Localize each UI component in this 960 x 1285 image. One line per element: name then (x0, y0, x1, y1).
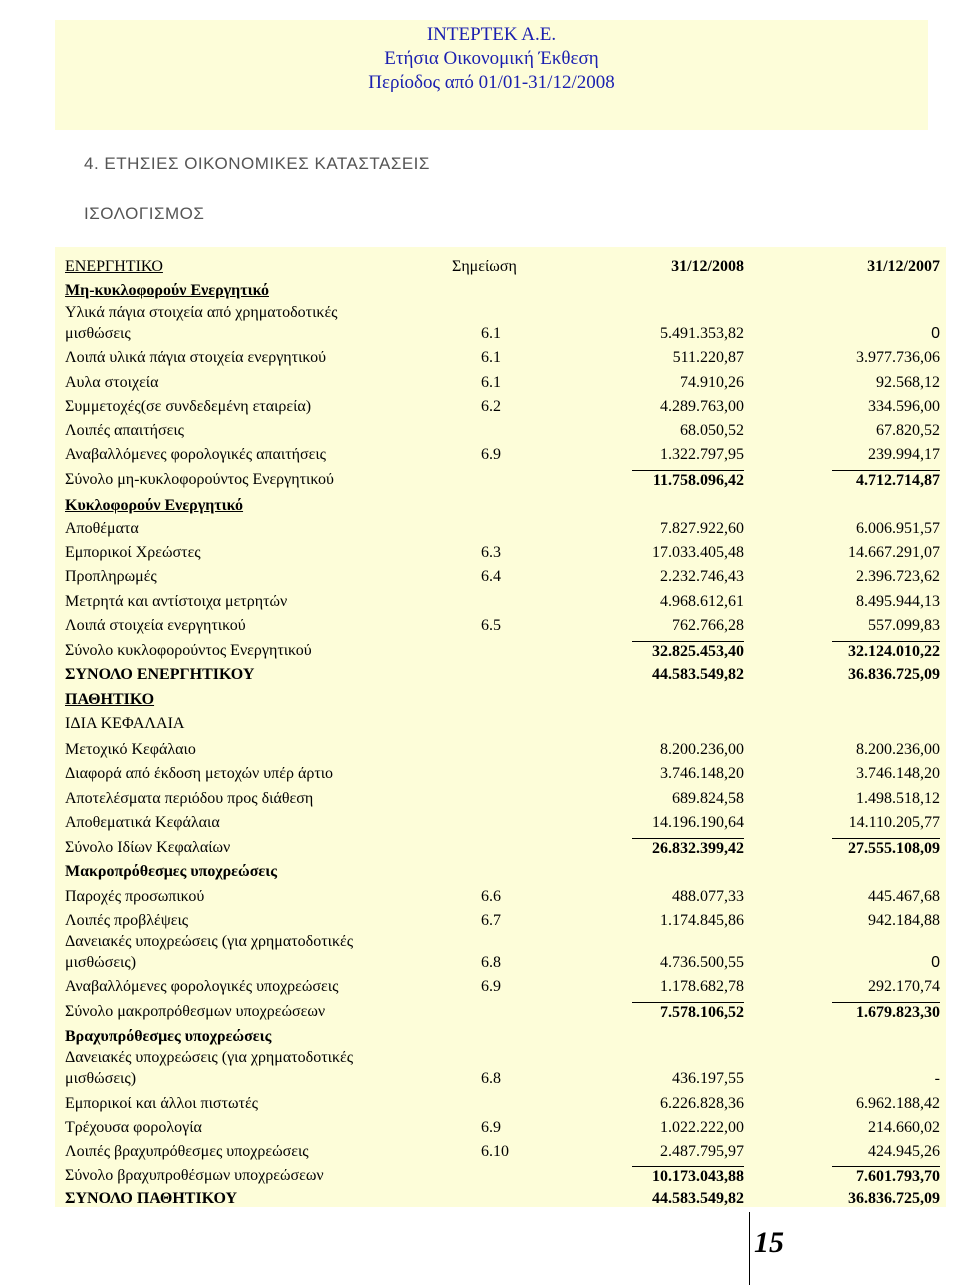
table-row (0, 1002, 960, 1026)
report-period: Περίοδος από 01/01-31/12/2008 (368, 72, 615, 93)
table-row (0, 567, 960, 591)
row-label: Βραχυπρόθεσμες υποχρεώσεις (65, 1028, 272, 1045)
value-2008: 511.220,87 (672, 349, 744, 366)
value-2008: 689.824,58 (672, 790, 744, 807)
row-note: 6.1 (481, 349, 501, 366)
row-label: Κυκλοφορούν Ενεργητικό (65, 497, 244, 514)
table-row (0, 543, 960, 567)
value-2007: 6.006.951,57 (856, 520, 940, 537)
row-label: Λοιπές απαιτήσεις (65, 422, 184, 439)
row-label: μισθώσεις) (65, 954, 137, 971)
row-note: 6.9 (481, 446, 501, 463)
value-2008: 6.226.828,36 (660, 1095, 744, 1112)
value-2007: 14.667.291,07 (848, 544, 940, 561)
value-2007: 239.994,17 (868, 446, 940, 463)
row-note: 6.2 (481, 398, 501, 415)
row-label: Μετοχικό Κεφάλαιο (65, 741, 196, 758)
value-2008: 762.766,28 (672, 617, 744, 634)
row-label: Αυλα στοιχεία (65, 374, 159, 391)
table-row (0, 887, 960, 911)
table-row (0, 641, 960, 665)
value-2007: 32.124.010,22 (832, 641, 940, 662)
row-note: 6.6 (481, 888, 501, 905)
value-2008: 2.487.795,97 (660, 1143, 744, 1160)
table-row (0, 348, 960, 372)
row-label: ΙΔΙΑ ΚΕΦΑΛΑΙΑ (65, 715, 185, 732)
value-2007: 92.568,12 (876, 374, 940, 391)
row-label: Μακροπρόθεσμες υποχρεώσεις (65, 863, 277, 880)
row-label: Εμπορικοί Χρεώστες (65, 544, 201, 561)
column-header-2008: 31/12/2008 (671, 258, 744, 275)
value-2007: 942.184,88 (868, 912, 940, 929)
value-2008: 436.197,55 (672, 1070, 744, 1087)
table-row (0, 1189, 960, 1213)
row-note: 6.8 (481, 1070, 501, 1087)
row-label: Αναβαλλόμενες φορολογικές απαιτήσεις (65, 446, 327, 463)
balance-sheet-title: ΙΣΟΛΟΓΙΣΜΟΣ (84, 204, 205, 223)
row-label: Λοιπά στοιχεία ενεργητικού (65, 617, 246, 634)
row-label: Εμπορικοί και άλλοι πιστωτές (65, 1095, 258, 1112)
table-row (0, 373, 960, 397)
value-2008: 7.578.106,52 (632, 1002, 744, 1023)
row-label: Παροχές προσωπικού (65, 888, 205, 905)
page-footer-area (55, 1208, 946, 1285)
value-2007: 36.836.725,09 (848, 1190, 940, 1207)
row-note: 6.7 (481, 912, 501, 929)
table-header-row (0, 257, 960, 281)
value-2007: 334.596,00 (868, 398, 940, 415)
table-row (0, 838, 960, 862)
row-label: Σύνολο κυκλοφορούντος Ενεργητικού (65, 642, 312, 659)
table-row (0, 496, 960, 520)
row-label: Διαφορά από έκδοση μετοχών υπέρ άρτιο (65, 765, 334, 782)
value-2007: 6.962.188,42 (856, 1095, 940, 1112)
value-2007: 67.820,52 (876, 422, 940, 439)
value-2008: 3.746.148,20 (660, 765, 744, 782)
table-row (0, 714, 960, 738)
value-2008: 1.322.797,95 (660, 446, 744, 463)
value-2007: 0 (931, 325, 940, 342)
table-row (0, 789, 960, 813)
row-label: Σύνολο μακροπρόθεσμων υποχρεώσεων (65, 1003, 326, 1020)
value-2007: 36.836.725,09 (848, 666, 940, 683)
row-label: ΣΥΝΟΛΟ ΠΑΘΗΤΙΚΟΥ (65, 1190, 238, 1207)
value-2008: 14.196.190,64 (652, 814, 744, 831)
table-row (0, 1069, 960, 1093)
value-2007: 2.396.723,62 (856, 568, 940, 585)
row-note: 6.1 (481, 374, 501, 391)
value-2008: 4.736.500,55 (660, 954, 744, 971)
table-row (0, 616, 960, 640)
table-row (0, 324, 960, 348)
row-label: Σύνολο Ιδίων Κεφαλαίων (65, 839, 231, 856)
chapter-title: 4. ΕΤΗΣΙΕΣ ΟΙΚΟΝΟΜΙΚΕΣ ΚΑΤΑΣΤΑΣΕΙΣ (84, 154, 430, 173)
row-note: 6.5 (481, 617, 501, 634)
value-2007: 1.679.823,30 (832, 1002, 940, 1023)
row-note: 6.8 (481, 954, 501, 971)
company-name: INTEPTEK A.E. (426, 24, 557, 45)
table-row (0, 592, 960, 616)
row-label: μισθώσεις) (65, 1070, 137, 1087)
row-label: Αποθεματικά Κεφάλαια (65, 814, 220, 831)
row-label: Δανειακές υποχρεώσεις (για χρηματοδοτικές (65, 933, 354, 950)
row-label: ΠΑΘΗΤΙΚΟ (65, 691, 155, 708)
value-2007: 3.977.736,06 (856, 349, 940, 366)
value-2007: 424.945,26 (868, 1143, 940, 1160)
value-2008: 74.910,26 (680, 374, 744, 391)
row-label: μισθώσεις (65, 325, 131, 342)
row-label: Αναβαλλόμενες φορολογικές υποχρεώσεις (65, 978, 339, 995)
row-label: Σύνολο μη-κυκλοφορούντος Ενεργητικού (65, 471, 334, 488)
value-2008: 26.832.399,42 (632, 838, 744, 859)
value-2008: 4.968.612,61 (660, 593, 744, 610)
row-label: Αποθέματα (65, 520, 139, 537)
row-note: 6.10 (481, 1143, 509, 1160)
value-2007: 292.170,74 (868, 978, 940, 995)
table-row (0, 1166, 960, 1190)
value-2008: 32.825.453,40 (632, 641, 744, 662)
row-label: Μη-κυκλοφορούν Ενεργητικό (65, 282, 269, 299)
value-2008: 4.289.763,00 (660, 398, 744, 415)
row-label: Λοιπές προβλέψεις (65, 912, 189, 929)
column-header-note: Σημείωση (452, 258, 517, 275)
value-2008: 488.077,33 (672, 888, 744, 905)
value-2008: 68.050,52 (680, 422, 744, 439)
value-2008: 1.174.845,86 (660, 912, 744, 929)
page-number: 15 (754, 1226, 784, 1259)
table-row (0, 519, 960, 543)
table-row (0, 862, 960, 886)
value-2008: 7.827.922,60 (660, 520, 744, 537)
value-2007: 445.467,68 (868, 888, 940, 905)
table-row (0, 740, 960, 764)
value-2008: 17.033.405,48 (652, 544, 744, 561)
value-2007: 0 (931, 954, 940, 971)
table-row (0, 813, 960, 837)
value-2007: 1.498.518,12 (856, 790, 940, 807)
value-2008: 2.232.746,43 (660, 568, 744, 585)
value-2007: 214.660,02 (868, 1119, 940, 1136)
value-2007: 3.746.148,20 (856, 765, 940, 782)
value-2008: 11.758.096,42 (632, 470, 744, 491)
value-2007: 14.110.205,77 (848, 814, 940, 831)
value-2007: - (934, 1070, 940, 1087)
table-row (0, 421, 960, 445)
row-label: Υλικά πάγια στοιχεία από χρηματοδοτικές (65, 304, 338, 321)
value-2008: 1.178.682,78 (660, 978, 744, 995)
row-label: Σύνολο βραχυπροθέσμων υποχρεώσεων (65, 1167, 324, 1184)
table-row (0, 953, 960, 977)
table-row (0, 690, 960, 714)
footer-divider-line (749, 1212, 750, 1285)
table-row (0, 445, 960, 469)
table-row (0, 764, 960, 788)
row-label: Λοιπά υλικά πάγια στοιχεία ενεργητικού (65, 349, 327, 366)
row-label: Αποτελέσματα περιόδου προς διάθεση (65, 790, 314, 807)
value-2007: 557.099,83 (868, 617, 940, 634)
row-label: Δανειακές υποχρεώσεις (για χρηματοδοτικές (65, 1049, 354, 1066)
value-2008: 10.173.043,88 (632, 1166, 744, 1187)
value-2008: 8.200.236,00 (660, 741, 744, 758)
table-row (0, 281, 960, 305)
column-header-2007: 31/12/2007 (867, 258, 940, 275)
value-2007: 7.601.793,70 (832, 1166, 940, 1187)
table-row (0, 977, 960, 1001)
row-label: Μετρητά και αντίστοιχα μετρητών (65, 593, 288, 610)
row-note: 6.3 (481, 544, 501, 561)
value-2008: 1.022.222,00 (660, 1119, 744, 1136)
row-note: 6.4 (481, 568, 501, 585)
row-label: Προπληρωμές (65, 568, 157, 585)
row-note: 6.9 (481, 978, 501, 995)
row-label: Συμμετοχές(σε συνδεδεμένη εταιρεία) (65, 398, 312, 415)
table-row (0, 470, 960, 494)
table-row (0, 1094, 960, 1118)
value-2007: 27.555.108,09 (832, 838, 940, 859)
row-label: Λοιπές βραχυπρόθεσμες υποχρεώσεις (65, 1143, 309, 1160)
table-row (0, 1142, 960, 1166)
value-2008: 5.491.353,82 (660, 325, 744, 342)
value-2007: 4.712.714,87 (832, 470, 940, 491)
row-note: 6.1 (481, 325, 501, 342)
column-header-assets: ΕΝΕΡΓΗΤΙΚΟ (65, 258, 163, 275)
value-2008: 44.583.549,82 (652, 1190, 744, 1207)
row-label: ΣΥΝΟΛΟ ΕΝΕΡΓΗΤΙΚΟΥ (65, 666, 255, 683)
value-2007: 8.495.944,13 (856, 593, 940, 610)
table-row (0, 397, 960, 421)
row-note: 6.9 (481, 1119, 501, 1136)
value-2007: 8.200.236,00 (856, 741, 940, 758)
row-label: Τρέχουσα φορολογία (65, 1119, 202, 1136)
value-2008: 44.583.549,82 (652, 666, 744, 683)
report-title: Ετήσια Οικονομική Έκθεση (384, 48, 599, 69)
table-row (0, 665, 960, 689)
table-row (0, 1118, 960, 1142)
